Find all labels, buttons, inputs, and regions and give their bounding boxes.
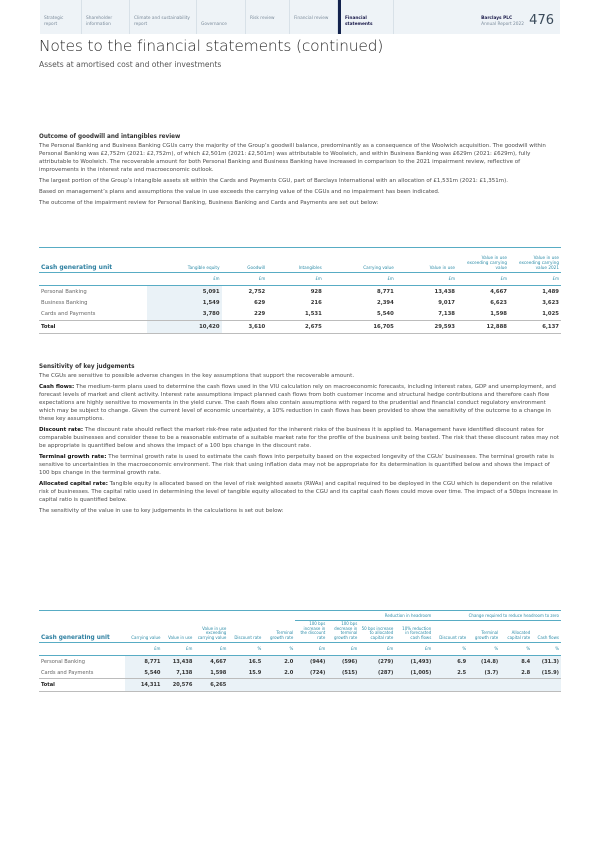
unit-cell: £m xyxy=(194,642,228,655)
total-row xyxy=(39,320,561,333)
goodwill-heading: Outcome of goodwill and intangibles review xyxy=(39,134,181,140)
cell: 13,438 xyxy=(434,288,455,295)
unit-cell: £m xyxy=(457,273,509,286)
brand-block xyxy=(481,16,524,27)
unit-cell: % xyxy=(468,642,500,655)
goodwill-paragraph-2: The largest portion of the Group’s intangible assets sit within the Cards and Payments CGU, part of Barclays International with an allocation of £1,531m (2021: £1,351m). xyxy=(39,178,509,184)
col-header: Value in use exceeding carrying value 2021 xyxy=(509,254,561,273)
cell: 29,593 xyxy=(396,320,457,333)
cell: 8,771 xyxy=(377,288,394,295)
cell: 13,438 xyxy=(162,655,194,667)
cell xyxy=(532,679,561,692)
sensitivity-outro: The sensitivity of the value in use to key judgements in the calculations is set out below: xyxy=(39,508,284,514)
terminal-text: The terminal growth rate is used to estimate the cash flows into perpetuity based on the expected longevity of the CGUs’ businesses. The terminal growth rate is sensitive to uncertainties in the macroeconomic environment. The risk that using inflation data may not be appropriate for its determination is quantified below and shows the impact of 100 bps change in the terminal growth rate. xyxy=(39,454,554,476)
cell: (515) xyxy=(327,667,359,679)
table-row xyxy=(39,655,561,667)
nav-strategic-report[interactable]: Strategic report xyxy=(40,0,82,34)
cell: 2.5 xyxy=(433,667,468,679)
page-subtitle: Assets at amortised cost and other investments xyxy=(39,60,222,69)
sensitivity-table xyxy=(39,613,561,692)
col-header: Terminal growth rate xyxy=(468,620,500,642)
cell: 16.5 xyxy=(228,655,263,667)
cell: 4,667 xyxy=(194,655,228,667)
goodwill-paragraph-4: The outcome of the impairment review for Personal Banking, Business Banking and Cards and Payments are set out below: xyxy=(39,200,379,206)
cell: (31.3) xyxy=(532,655,561,667)
cell: 1,025 xyxy=(542,310,559,317)
unit-cell: £m xyxy=(509,273,561,286)
cell: 1,531 xyxy=(305,310,322,317)
cell xyxy=(468,679,500,692)
cell: 2.0 xyxy=(263,667,295,679)
cell: 2,752 xyxy=(248,288,266,295)
discount-label: Discount rate: xyxy=(39,427,84,433)
col-header: 100 bps decrease in terminal growth rate xyxy=(327,620,359,642)
divider xyxy=(39,610,561,611)
divider xyxy=(39,247,561,248)
cell xyxy=(263,679,295,692)
unit-cell: £m xyxy=(395,642,433,655)
table-row xyxy=(39,308,561,320)
col-header: Value in use xyxy=(396,254,457,273)
cell xyxy=(327,679,359,692)
col-header: Carrying value xyxy=(324,254,396,273)
cell: (944) xyxy=(295,655,327,667)
goodwill-paragraph-1: The Personal Banking and Business Banking CGUs carry the majority of the Group’s goodwill balance, predominantly as a consequence of the Woolwich acquisition. The goodwill within Personal Banking was £2,752m (2021: £2,752m), of which £2,501m (2021: £2,501m) was attributable to Woolwich, and within Business Banking was £629m (2021: £629m), fully attributable to Woolwich. The recoverable amount for both Personal Banking and Business Banking have increased in comparison to the 2021 impairment review, reflective of improvements in the interest rate and macroeconomic outlook. xyxy=(39,143,546,173)
cell xyxy=(228,679,263,692)
unit-cell: £m xyxy=(125,642,162,655)
cell: 12,888 xyxy=(457,320,509,333)
col-header: 100 bps increase in the discount rate xyxy=(295,620,327,642)
cell: 8.4 xyxy=(500,655,532,667)
col-header: Tangible equity xyxy=(147,254,222,273)
row-label: Personal Banking xyxy=(41,658,85,665)
table-row xyxy=(39,667,561,679)
cell: (279) xyxy=(359,655,395,667)
sensitivity-section xyxy=(39,363,561,518)
cell: 928 xyxy=(310,288,322,295)
sensitivity-intro: The CGUs are sensitive to possible adverse changes in the key assumptions that support the recoverable amount. xyxy=(39,373,355,379)
nav-shareholder-information[interactable]: Shareholder information xyxy=(82,0,130,34)
col-header: Cash flows xyxy=(532,620,561,642)
discount-text: The discount rate should reflect the market risk-free rate adjusted for the inherent risks of the business it is applied to. Management have identified discount rates for comparable businesses and consider these to be a reasonable estimate of a suitable market rate for the profile of the business unit being tested. The risk that these discount rates may not be appropriate is quantified below and shows the impact of a 100 bps change in the discount rate. xyxy=(39,427,560,449)
nav-financial-statements[interactable]: Financial statements xyxy=(338,0,394,34)
cash-flows-label: Cash flows: xyxy=(39,384,75,390)
row-label: Business Banking xyxy=(41,299,88,306)
cell: 2.0 xyxy=(263,655,295,667)
cell xyxy=(395,679,433,692)
col-header: Goodwill xyxy=(222,254,268,273)
cell: 6.9 xyxy=(433,655,468,667)
cell: 5,540 xyxy=(377,310,394,317)
capital-label: Allocated capital rate: xyxy=(39,481,108,487)
cell: 1,598 xyxy=(490,310,507,317)
cell: (3.7) xyxy=(468,667,500,679)
row-label: Personal Banking xyxy=(41,288,87,295)
group-header-reduction: Reduction in headroom xyxy=(295,613,433,620)
nav-climate-sustainability[interactable]: Climate and sustainability report xyxy=(130,0,197,34)
cell: (1,493) xyxy=(395,655,433,667)
cell: 629 xyxy=(254,299,266,306)
unit-cell: £m xyxy=(359,642,395,655)
total-row xyxy=(39,679,561,692)
group-header-change: Change required to reduce headroom to zero xyxy=(433,613,561,620)
cell: (14.8) xyxy=(468,655,500,667)
cell: 1,598 xyxy=(194,667,228,679)
cell: 2,675 xyxy=(267,320,324,333)
cell: 15.9 xyxy=(228,667,263,679)
unit-cell: % xyxy=(263,642,295,655)
cell: 6,623 xyxy=(490,299,507,306)
unit-cell xyxy=(39,273,147,286)
col-header: 10% reduction in forecasted cash flows xyxy=(395,620,433,642)
capital-text: Tangible equity is allocated based on the level of risk weighted assets (RWAs) and capital required to be deployed in the CGU which is dependent on the relative risk of businesses. The capital ratio used in determining the level of tangible equity allocated to the CGU and its capital cash flows could move over time. The impact of a 50bps increase in capital ratio is quantified below. xyxy=(39,481,558,503)
row-label: Cards and Payments xyxy=(41,310,96,317)
cell: (596) xyxy=(327,655,359,667)
cell: 2,394 xyxy=(377,299,394,306)
page-title: Notes to the financial statements (continued) xyxy=(39,37,384,55)
cell: 7,138 xyxy=(162,667,194,679)
col-header: Value in use xyxy=(162,620,194,642)
cash-flows-text: The medium-term plans used to determine the cash flows used in the VIU calculation rely on macroeconomic forecasts, including interest rates, GDP and unemployment, and forecast levels of market and client activity. Interest rate assumptions impact planned cash flows from both customer income and structural hedge contributions and therefore cash flow expectations are highly sensitive to movements in the yield curve. The cash flows also contain assumptions with regard to the prudential and financial conduct regulatory environment which may be subject to change. Given the current level of economic uncertainty, a 10% reduction in cash flows has been provided to show the sensitivity of the outcome to a change in these key assumptions. xyxy=(39,384,556,422)
unit-cell: % xyxy=(500,642,532,655)
unit-cell: % xyxy=(228,642,263,655)
row-label: Cards and Payments xyxy=(41,669,94,676)
impairment-table-wrap xyxy=(39,247,561,334)
table-row xyxy=(39,286,561,298)
brand-name: Barclays PLC xyxy=(481,16,513,21)
cell: (1,005) xyxy=(395,667,433,679)
cell xyxy=(359,679,395,692)
page-number: 476 xyxy=(529,13,554,28)
capital-paragraph xyxy=(39,480,561,504)
unit-cell: £m xyxy=(222,273,268,286)
cell: 16,705 xyxy=(324,320,396,333)
cell xyxy=(500,679,532,692)
nav-governance[interactable]: Governance xyxy=(197,0,246,34)
cell: 3,623 xyxy=(542,299,559,306)
sensitivity-table-wrap xyxy=(39,610,561,692)
sensitivity-heading: Sensitivity of key judgements xyxy=(39,364,135,370)
terminal-label: Terminal growth rate: xyxy=(39,454,107,460)
cell xyxy=(433,679,468,692)
col-header: Terminal growth rate xyxy=(263,620,295,642)
unit-cell: £m xyxy=(162,642,194,655)
cell: 9,017 xyxy=(438,299,455,306)
cell: 5,091 xyxy=(147,286,222,298)
cell: 5,540 xyxy=(125,667,162,679)
row-label: Total xyxy=(39,320,147,333)
col-header: Discount rate xyxy=(228,620,263,642)
nav-financial-review[interactable]: Financial review xyxy=(290,0,338,34)
cell: 3,610 xyxy=(222,320,268,333)
cell: 216 xyxy=(310,299,322,306)
terminal-paragraph xyxy=(39,453,561,477)
unit-cell: £m xyxy=(295,642,327,655)
cell: 6,137 xyxy=(509,320,561,333)
impairment-table xyxy=(39,254,561,334)
unit-cell: £m xyxy=(396,273,457,286)
col-header: Intangibles xyxy=(267,254,324,273)
row-label: Total xyxy=(39,679,125,692)
col-header: Discount rate xyxy=(433,620,468,642)
goodwill-paragraph-3: Based on management’s plans and assumptions the value in use exceeds the carrying value of the CGUs and no impairment has been indicated. xyxy=(39,189,440,195)
cell: 7,138 xyxy=(438,310,455,317)
cell: 10,420 xyxy=(147,320,222,333)
cell: (724) xyxy=(295,667,327,679)
cell: 8,771 xyxy=(125,655,162,667)
unit-cell xyxy=(39,642,125,655)
col-header: Carrying value xyxy=(125,620,162,642)
table-row xyxy=(39,297,561,308)
cell: (15.9) xyxy=(532,667,561,679)
cell: 4,667 xyxy=(490,288,507,295)
unit-cell: £m xyxy=(327,642,359,655)
cell: 229 xyxy=(254,310,266,317)
cell: 6,265 xyxy=(194,679,228,692)
col-header: Cash generating unit xyxy=(39,620,125,642)
cell: 20,576 xyxy=(162,679,194,692)
cell xyxy=(295,679,327,692)
col-header: Cash generating unit xyxy=(39,254,147,273)
blank xyxy=(39,613,295,620)
col-header: Value in use exceeding carrying value xyxy=(194,620,228,642)
cell: 1,489 xyxy=(542,288,559,295)
cell: 1,549 xyxy=(147,297,222,308)
col-header: 50 bps increase to allocated capital rate xyxy=(359,620,395,642)
cash-flows-paragraph xyxy=(39,383,561,423)
discount-paragraph xyxy=(39,426,561,450)
cell: 14,311 xyxy=(125,679,162,692)
unit-cell: £m xyxy=(267,273,324,286)
col-header: Value in use exceeding carrying value xyxy=(457,254,509,273)
goodwill-section xyxy=(39,133,561,210)
cell: 3,780 xyxy=(147,308,222,320)
nav-risk-review[interactable]: Risk review xyxy=(246,0,290,34)
col-header: Allocated capital rate xyxy=(500,620,532,642)
unit-cell: £m xyxy=(147,273,222,286)
report-name: Annual Report 2022 xyxy=(481,21,524,27)
section-nav xyxy=(40,0,560,34)
cell: 2.8 xyxy=(500,667,532,679)
unit-cell: % xyxy=(433,642,468,655)
unit-cell: % xyxy=(532,642,561,655)
cell: (287) xyxy=(359,667,395,679)
unit-cell: £m xyxy=(324,273,396,286)
